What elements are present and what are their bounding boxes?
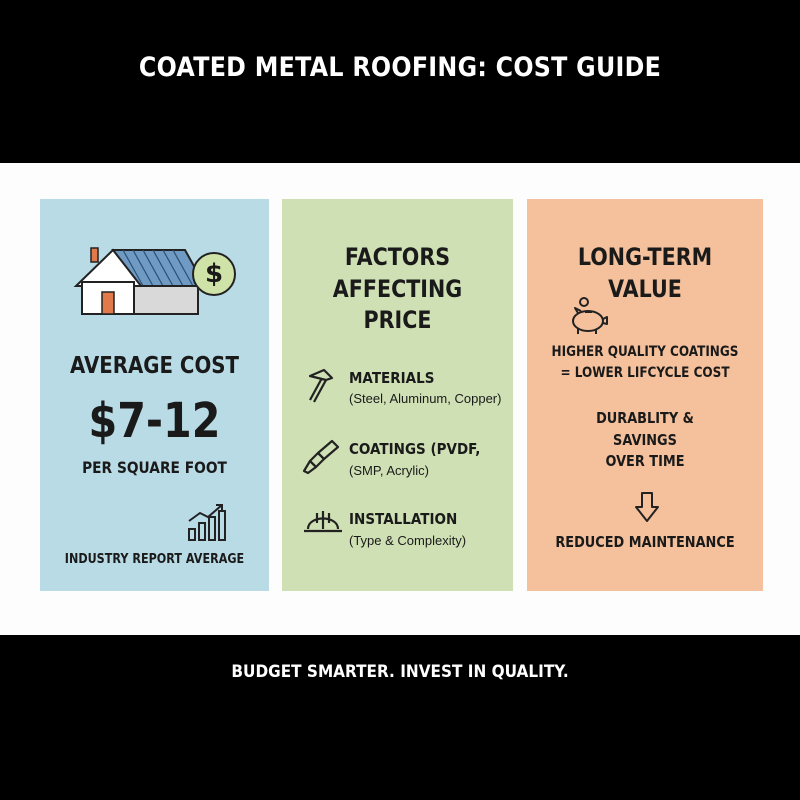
lifecycle-cost-text: = LOWER LIFCYCLE COST [560, 365, 730, 381]
dollar-coin-icon: $ [192, 252, 236, 296]
average-cost-card [40, 199, 269, 591]
footer-tagline: BUDGET SMARTER. INVEST IN QUALITY. [231, 662, 569, 682]
piggy-bank-icon [568, 295, 610, 337]
factors-heading-line2: AFFECTING [332, 275, 463, 303]
factor-title-coatings: COATINGS (PVDF, [349, 440, 481, 458]
durability-line3: OVER TIME [605, 452, 685, 470]
down-arrow-icon [634, 491, 660, 523]
factor-title-installation: INSTALLATION [349, 510, 458, 528]
long-term-value-card [527, 199, 763, 591]
price-unit: PER SQUARE FOOT [82, 458, 227, 477]
hammer-icon [302, 366, 342, 406]
reduced-maintenance-text: REDUCED MAINTENANCE [555, 533, 735, 551]
value-heading-line1: LONG-TERM [577, 243, 713, 271]
value-heading-line2: VALUE [608, 275, 682, 303]
hard-hat-icon [302, 505, 344, 537]
page-title: COATED METAL ROOFING: COST GUIDE [138, 52, 662, 83]
durability-line1: DURABLITY & [596, 409, 694, 427]
footer-band [0, 635, 800, 800]
factors-card [282, 199, 513, 591]
factor-title-materials: MATERIALS [349, 369, 435, 387]
average-cost-heading: AVERAGE COST [69, 353, 240, 379]
durability-line2: SAVINGS [613, 431, 677, 449]
quality-coatings-text: HIGHER QUALITY COATINGS [551, 344, 739, 360]
factor-subtitle-coatings: (SMP, Acrylic) [349, 463, 429, 478]
growth-chart-icon [186, 501, 228, 543]
factors-heading-line3: PRICE [363, 306, 432, 334]
source-note: INDUSTRY REPORT AVERAGE [64, 552, 245, 567]
paintbrush-icon [302, 437, 342, 477]
factor-subtitle-materials: (Steel, Aluminum, Copper) [349, 391, 502, 406]
factors-heading-line1: FACTORS [344, 243, 451, 271]
factor-subtitle-installation: (Type & Complexity) [349, 533, 467, 548]
price-range: $7-12 [88, 393, 221, 449]
